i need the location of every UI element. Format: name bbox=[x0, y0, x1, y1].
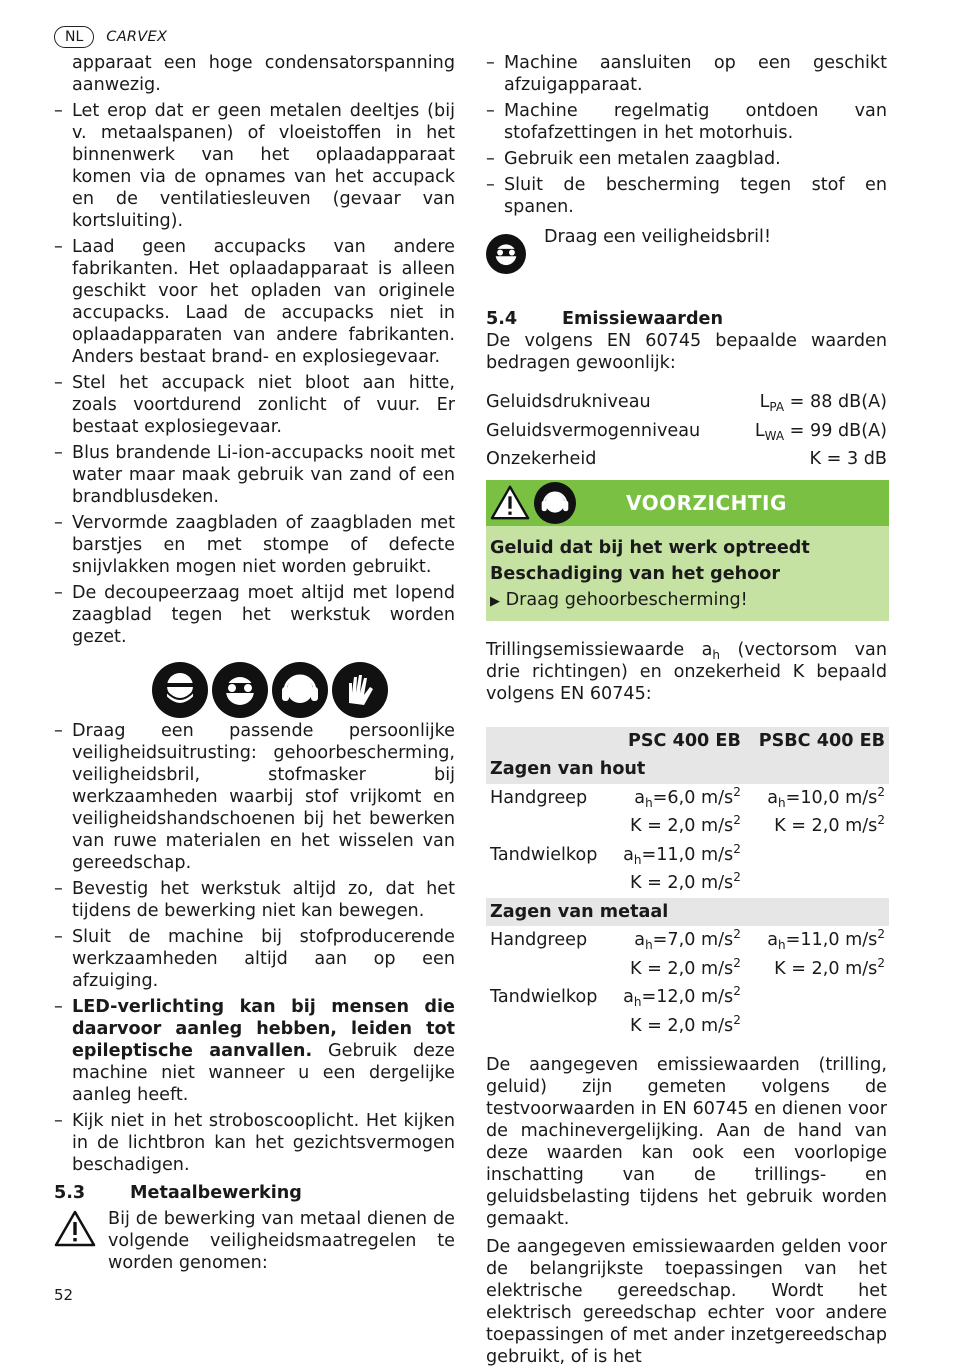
list-item: – Laad geen accupacks van andere fabrikanten. Het oplaadapparaat is alleen geschikt voor het opladen van originele accupacks. Laad de accupacks niet in oplaadapparaten van andere fabrikanten. Anders bestaat brand- en explosiegevaar. bbox=[54, 237, 455, 367]
gloves-icon bbox=[332, 662, 388, 718]
caution-action: Draag gehoorbescherming! bbox=[505, 589, 748, 610]
goggles-icon bbox=[212, 662, 268, 718]
emission-intro: De volgens EN 60745 bepaalde waarden bedragen gewoonlijk: bbox=[486, 331, 887, 373]
dust-mask-icon bbox=[152, 662, 208, 718]
caution-consequence: Beschadiging van het gehoor bbox=[490, 563, 781, 584]
table-row: Handgreep $a_h=7,0$ $m/s^2$ $a_h=11,0$ $m/s^2$ bbox=[490, 927, 885, 953]
list-item: – Sluit de machine bij stofproducerende werkzaamheden altijd aan op een afzuiging. bbox=[54, 927, 455, 991]
ppe-icons bbox=[54, 662, 455, 718]
warning-triangle-icon bbox=[490, 484, 530, 522]
intro-text: apparaat een hoge condensatorspanning aanwezig. bbox=[72, 53, 455, 95]
led-warning-bold: LED-verlichting kan bij mensen die daarvoor aanleg hebben, leiden tot epileptische aanvallen. bbox=[72, 997, 455, 1061]
vibration-table bbox=[486, 727, 889, 1041]
list-item: – LED-verlichting kan bij mensen die daarvoor aanleg hebben, leiden tot epileptische aanvallen. Gebruik deze machine niet wanneer u een dergelijke aanleg heeft. bbox=[54, 997, 455, 1105]
table-row: Tandwielkop $a_h=12,0$ $m/s^2$ bbox=[490, 984, 741, 1010]
table-group-row: Zagen van hout bbox=[486, 755, 889, 784]
emission-paragraph-1: De aangegeven emissiewaarden (trilling, geluid) zijn gemeten volgens de testvoorwaarden in EN 60745 en dienen voor de machinevergelijking. Aan de hand van deze waarden kan ook een voorlopige inschatting van de trillings- en geluidsbelasting tijdens het gebruik worden gemaakt. bbox=[486, 1055, 887, 1229]
noise-values bbox=[486, 388, 887, 474]
table-row: Handgreep $a_h=6,0$ $m/s^2$ $a_h=10,0$ $m/s^2$ bbox=[490, 784, 885, 810]
section-heading: 5.4 Emissiewaarden bbox=[486, 309, 724, 329]
table-row: K = 2,0 $m/s^2$ bbox=[629, 1012, 741, 1036]
ear-protection-icon bbox=[272, 662, 328, 718]
list-item: – Stel het accupack niet bloot aan hitte, zoals voortdurend zonlicht of vuur. Er bestaat explosiegevaar. bbox=[54, 373, 455, 437]
arrow-right-icon: ▶ bbox=[490, 593, 500, 609]
list-item: – Bevestig het werkstuk altijd zo, dat het tijdens de bewerking niet kan bewegen. bbox=[54, 879, 455, 921]
emission-paragraph-2: De aangegeven emissiewaarden gelden voor de belangrijkste toepassingen van het elektrische gereedschap. Wordt het elektrisch gereedschap echter voor andere toepassingen of met ander inzetgereedschap gebruikt, of is het bbox=[486, 1237, 887, 1367]
product-name: CARVEX bbox=[106, 29, 168, 45]
left-column bbox=[54, 52, 455, 1274]
right-column bbox=[486, 52, 887, 1368]
list-item: – Draag een passende persoonlijke veiligheidsuitrusting: gehoorbescherming, veiligheidsbril, stofmasker bij werkzaamheden waarbij stof vrijkomt en veiligheidshandschoenen bij het bewerken van ruwe materialen en het wisselen van gereedschap. bbox=[54, 721, 455, 873]
list-item: – Blus brandende Li-ion-accupacks nooit met water maar maak gebruik van zand of een brandblusdeken. bbox=[54, 443, 455, 507]
language-badge: NL bbox=[54, 26, 94, 48]
noise-row: Geluidsvermogenniveau $L_{WA} = 99$ dB(A) bbox=[486, 420, 887, 443]
table-header-row: PSC 400 EB PSBC 400 EB bbox=[486, 727, 889, 756]
warning-triangle-icon bbox=[54, 1210, 96, 1248]
caution-title: VOORZICHTIG bbox=[626, 490, 787, 515]
list-item: – Let erop dat er geen metalen deeltjes (bij v. metaalspanen) of vloeistoffen in het binnenwerk van het oplaadapparaat komen via de opnames van het accupack en de ventilatiesleuven (gevaar van kortsluiting). bbox=[54, 101, 455, 231]
caution-box bbox=[486, 480, 889, 621]
table-row: K = 2,0 $m/s^2$ K = 2,0 $m/s^2$ bbox=[629, 955, 885, 979]
noise-row: Onzekerheid K = 3 dB bbox=[486, 449, 887, 470]
metal-safety-text: Bij de bewerking van metaal dienen de volgende veiligheidsmaatregelen te worden genomen: bbox=[108, 1209, 455, 1273]
list-item: – Vervormde zaagbladen of zaagbladen met barstjes en met stompe of defecte snijvlakken mogen niet worden gebruikt. bbox=[54, 513, 455, 577]
goggles-instruction: Draag een veiligheidsbril! bbox=[544, 227, 771, 247]
table-group-row: Zagen van metaal bbox=[486, 898, 889, 927]
table-row: K = 2,0 $m/s^2$ bbox=[629, 870, 741, 894]
noise-row: Geluidsdrukniveau $L_{PA} = 88$ dB(A) bbox=[486, 392, 887, 415]
vibration-intro: Trillingsemissiewaarde $a_h$ (vectorsom van drie richtingen) en onzekerheid K bepaald volgens EN 60745: bbox=[486, 639, 887, 704]
goggles-icon bbox=[486, 234, 526, 274]
page-header bbox=[54, 25, 167, 49]
section-heading: 5.3 Metaalbewerking bbox=[54, 1183, 302, 1203]
list-item: – Gebruik een metalen zaagblad. bbox=[486, 149, 781, 169]
list-item: – De decoupeerzaag moet altijd met lopend zaagblad tegen het werkstuk worden gezet. bbox=[54, 583, 455, 647]
page-number: 52 bbox=[54, 1286, 74, 1304]
table-row: K = 2,0 $m/s^2$ K = 2,0 $m/s^2$ bbox=[629, 813, 885, 837]
list-item: – Machine regelmatig ontdoen van stofafzettingen in het motorhuis. bbox=[486, 101, 887, 143]
table-row: Tandwielkop $a_h=11,0$ $m/s^2$ bbox=[490, 841, 741, 867]
caution-hazard: Geluid dat bij het werk optreedt bbox=[490, 537, 810, 558]
list-item: – Kijk niet in het stroboscooplicht. Het kijken in de lichtbron kan het gezichtsvermogen beschadigen. bbox=[54, 1111, 455, 1175]
list-item: – Sluit de bescherming tegen stof en spanen. bbox=[486, 175, 887, 217]
list-item: – Machine aansluiten op een geschikt afzuigapparaat. bbox=[486, 53, 887, 95]
ear-protection-icon bbox=[534, 482, 576, 524]
